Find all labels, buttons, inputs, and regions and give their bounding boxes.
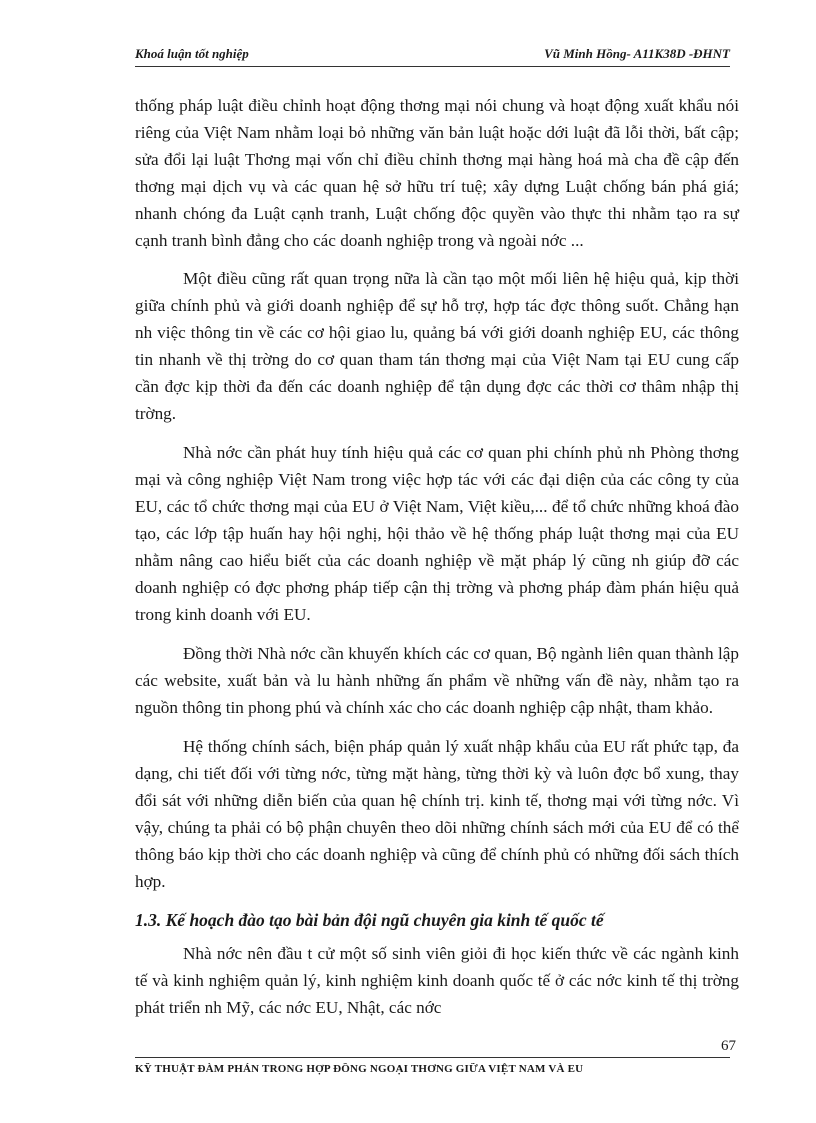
footer-title: KỸ THUẬT ĐÀM PHÁN TRONG HỢP ĐỒNG NGOẠI THƠNG GIỮA VIỆT NAM VÀ EU (135, 1063, 584, 1075)
page-number: 67 (721, 1038, 736, 1054)
footer-divider (135, 1057, 730, 1058)
paragraph-legal-system: thống pháp luật điều chỉnh hoạt động thơng mại nói chung và hoạt động xuất khẩu nói riêng của Việt Nam nhằm loại bỏ những văn bản luật hoặc dới luật đã lỗi thời, bất cập; sửa đổi lại luật Thơng mại vốn chỉ điều chỉnh thơng mại hàng hoá mà cha đề cập đến thơng mại dịch vụ và các quan hệ sở hữu trí tuệ; xây dựng Luật chống bán phá giá; nhanh chóng đa Luật cạnh tranh, Luật chống độc quyền vào thực thi nhằm tạo ra sự cạnh tranh bình đẳng cho các doanh nghiệp trong và ngoài nớc ... (135, 96, 739, 250)
section-heading: 1.3. Kế hoạch đào tạo bài bản đội ngũ chuyên gia kinh tế quốc tế (135, 910, 604, 930)
header-document-type: Khoá luận tốt nghiệp (135, 46, 249, 61)
paragraph-government-business-link: Một điều cũng rất quan trọng nữa là cần tạo một mối liên hệ hiệu quả, kịp thời giữa chính phủ và giới doanh nghiệp để sự hỗ trợ, hợp tác đợc thông suốt. Chẳng hạn nh việc thông tin về các cơ hội giao lu, quảng bá với giới doanh nghiệp EU, các thông tin nhanh về thị trờng do cơ quan tham tán thơng mại của Việt Nam tại EU cung cấp cần đợc kịp thời đa đến các doanh nghiệp để tận dụng đợc các thời cơ thâm nhập thị trờng. (135, 269, 739, 423)
paragraph-eu-policy-tracking: Hệ thống chính sách, biện pháp quản lý xuất nhập khẩu của EU rất phức tạp, đa dạng, chi tiết đối với từng nớc, từng mặt hàng, từng thời kỳ và luôn đợc bổ xung, thay đổi sát với những diễn biến của quan hệ chính trị. kinh tế, thơng mại với từng nớc. Vì vậy, chúng ta phải có bộ phận chuyên theo dõi những chính sách mới của EU để có thể thông báo kịp thời cho các doanh nghiệp và cũng để chính phủ có những đối sách thích hợp. (135, 737, 739, 891)
page-body (135, 92, 739, 1033)
header-divider (135, 66, 730, 67)
header-author: Vũ Minh Hồng- A11K38D -ĐHNT (544, 46, 730, 61)
paragraph-non-government-agencies: Nhà nớc cần phát huy tính hiệu quả các cơ quan phi chính phủ nh Phòng thơng mại và công nghiệp Việt Nam trong việc hợp tác với các đại diện của các công ty của EU, các tổ chức thơng mại của EU ở Việt Nam, Việt kiều,... để tổ chức những khoá đào tạo, các lớp tập huấn hay hội nghị, hội thảo về hệ thống pháp luật thơng mại của EU nhằm nâng cao hiểu biết của các doanh nghiệp về mặt pháp lý cũng nh giúp đỡ các doanh nghiệp có đợc phơng pháp tiếp cận thị trờng và phơng pháp đàm phán hiệu quả trong kinh doanh với EU. (135, 443, 739, 624)
paragraph-websites-publications: Đồng thời Nhà nớc cần khuyến khích các cơ quan, Bộ ngành liên quan thành lập các website, xuất bản và lu hành những ấn phẩm về những vấn đề này, nhằm tạo ra nguồn thông tin phong phú và chính xác cho các doanh nghiệp cập nhật, tham khảo. (135, 644, 739, 717)
paragraph-training-experts: Nhà nớc nên đầu t cử một số sinh viên giỏi đi học kiến thức về các ngành kinh tế và kinh nghiệm quản lý, kinh nghiệm kinh doanh quốc tế ở các nớc kinh tế thị trờng phát triển nh Mỹ, các nớc EU, Nhật, các nớc (135, 944, 739, 1017)
